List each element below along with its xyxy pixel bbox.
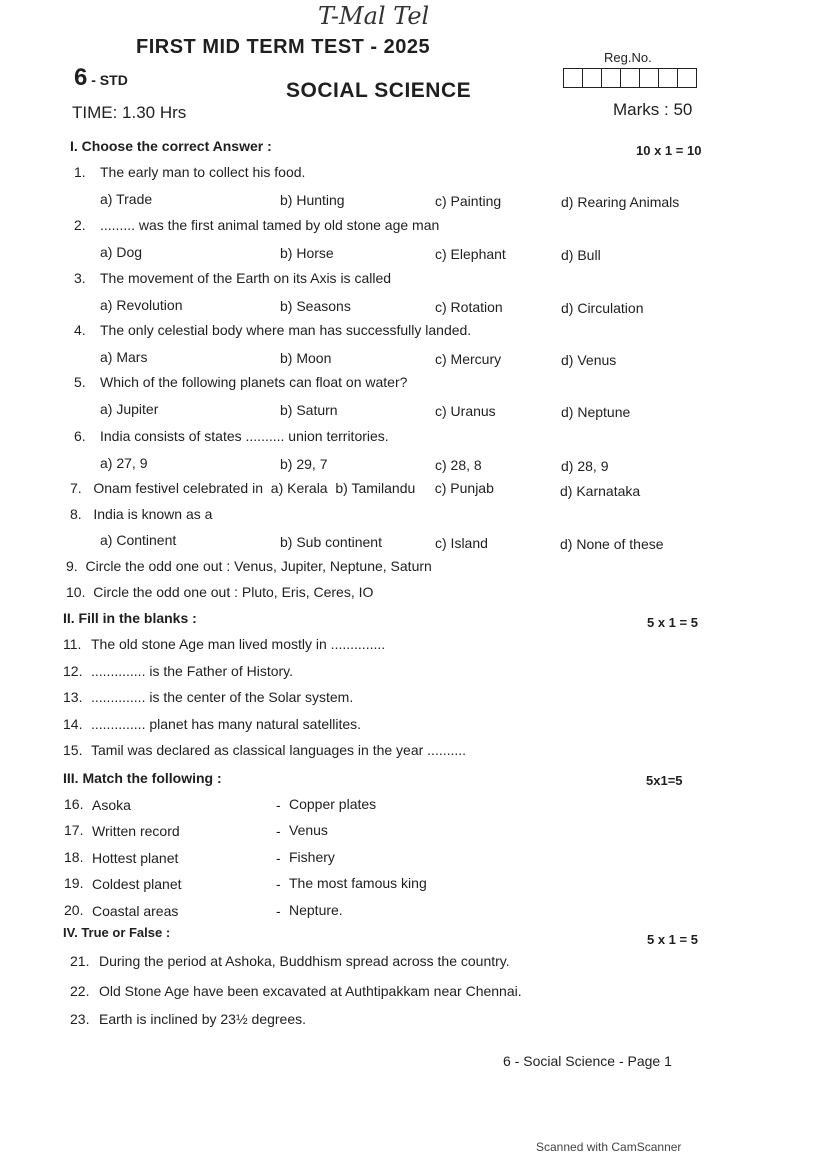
option-d: d) Bull — [561, 247, 601, 263]
match-right: The most famous king — [289, 875, 427, 891]
option-b: b) Saturn — [280, 402, 338, 418]
match-right: Fishery — [289, 849, 335, 865]
match-number: 17. — [64, 822, 84, 838]
section-3-heading: III. Match the following : — [63, 770, 222, 786]
blank-text: Tamil was declared as classical languages in the year .......... — [91, 742, 467, 758]
blank-number: 15. — [63, 742, 83, 758]
option-d: d) Neptune — [561, 404, 631, 420]
option-b: b) Horse — [280, 245, 334, 261]
section-1-marks: 10 x 1 = 10 — [636, 143, 702, 158]
match-number: 20. — [64, 902, 84, 918]
option-a: a) Dog — [100, 244, 143, 260]
q7-option-d: d) Karnataka — [560, 483, 641, 499]
match-right: Copper plates — [289, 796, 377, 812]
statement-text: Old Stone Age have been excavated at Authtipakkam near Chennai. — [99, 983, 522, 999]
q7-option-c: c) Punjab — [434, 480, 494, 496]
option-c: c) Rotation — [435, 299, 503, 315]
question-number: 3. — [74, 270, 86, 286]
match-left: Coastal areas — [92, 903, 179, 919]
handwritten-note: T-Mal Tel — [318, 2, 430, 30]
option-c: c) 28, 8 — [435, 457, 482, 473]
match-number: 19. — [64, 875, 84, 891]
question-text: The early man to collect his food. — [100, 164, 306, 180]
option-a: a) Revolution — [100, 297, 183, 313]
q7-number: 7. — [70, 480, 82, 496]
match-left: Coldest planet — [92, 876, 182, 892]
match-number: 16. — [64, 796, 84, 812]
q8-option-a: a) Continent — [100, 532, 177, 548]
scanner-watermark: Scanned with CamScanner — [536, 1140, 682, 1154]
question-10 — [66, 584, 373, 600]
question-text: Which of the following planets can float on water? — [100, 374, 408, 390]
option-c: c) Elephant — [435, 246, 506, 262]
q8-option-c: c) Island — [435, 535, 488, 551]
blank-number: 13. — [63, 689, 83, 705]
blank-text: The old stone Age man lived mostly in .............. — [91, 636, 386, 652]
match-dash: - — [276, 823, 281, 839]
match-dash: - — [276, 850, 281, 866]
exam-title: FIRST MID TERM TEST - 2025 — [136, 36, 431, 58]
q7-option-b: b) Tamilandu — [335, 480, 416, 496]
option-c: c) Uranus — [435, 403, 496, 419]
question-text: The movement of the Earth on its Axis is called — [100, 270, 392, 286]
question-text: The only celestial body where man has successfully landed. — [100, 322, 472, 338]
blank-number: 14. — [63, 716, 83, 732]
option-b: b) Hunting — [280, 192, 345, 208]
standard-suffix: - STD — [87, 72, 128, 88]
reg-no-boxes — [563, 68, 697, 88]
match-left: Hottest planet — [92, 850, 179, 866]
option-d: d) Venus — [561, 352, 617, 368]
question-number: 5. — [74, 374, 86, 390]
statement-number: 21. — [70, 953, 90, 969]
question-number: 2. — [74, 217, 86, 233]
option-a: a) Jupiter — [100, 401, 159, 417]
section-1-heading: I. Choose the correct Answer : — [70, 138, 272, 154]
option-a: a) Mars — [100, 349, 148, 365]
q10-text: Circle the odd one out : Pluto, Eris, Ceres, IO — [93, 584, 374, 600]
q8-text: India is known as a — [93, 506, 213, 522]
question-7 — [70, 480, 494, 496]
subject-title: SOCIAL SCIENCE — [286, 79, 472, 102]
option-d: d) 28, 9 — [561, 458, 609, 474]
option-d: d) Rearing Animals — [561, 194, 680, 210]
question-number: 4. — [74, 322, 86, 338]
section-3-marks: 5x1=5 — [646, 773, 683, 788]
page-footer: 6 - Social Science - Page 1 — [503, 1053, 672, 1069]
match-dash: - — [276, 903, 281, 919]
option-c: c) Painting — [435, 193, 502, 209]
q7-option-a: a) Kerala — [270, 480, 328, 496]
section-2-heading: II. Fill in the blanks : — [63, 610, 197, 626]
match-left: Written record — [92, 823, 180, 839]
question-9 — [66, 558, 432, 574]
match-right: Venus — [289, 822, 328, 838]
statement-number: 22. — [70, 983, 90, 999]
q9-text: Circle the odd one out : Venus, Jupiter, Neptune, Saturn — [85, 558, 432, 574]
question-number: 1. — [74, 164, 86, 180]
section-4-heading: IV. True or False : — [63, 925, 171, 940]
reg-no-label: Reg.No. — [604, 50, 652, 65]
statement-number: 23. — [70, 1011, 90, 1027]
statement-text: Earth is inclined by 23½ degrees. — [99, 1011, 307, 1027]
marks-label: Marks : 50 — [613, 100, 693, 119]
q8-number: 8. — [70, 506, 82, 522]
option-a: a) Trade — [100, 191, 153, 207]
option-b: b) Moon — [280, 350, 332, 366]
blank-number: 11. — [63, 636, 82, 652]
section-2-marks: 5 x 1 = 5 — [647, 615, 698, 630]
standard-number: 6 — [74, 64, 88, 91]
standard-label — [74, 64, 128, 92]
time-label: TIME: 1.30 Hrs — [72, 103, 187, 122]
match-right: Nepture. — [289, 902, 343, 918]
option-b: b) Seasons — [280, 298, 351, 314]
q7-text: Onam festivel celebrated in — [93, 480, 263, 496]
option-c: c) Mercury — [435, 351, 502, 367]
option-b: b) 29, 7 — [280, 456, 328, 472]
q8-option-d: d) None of these — [560, 536, 664, 552]
option-a: a) 27, 9 — [100, 455, 148, 471]
match-left: Asoka — [92, 797, 131, 813]
question-8 — [70, 506, 212, 522]
statement-text: During the period at Ashoka, Buddhism spread across the country. — [99, 953, 510, 969]
q8-option-b: b) Sub continent — [280, 534, 382, 550]
blank-text: .............. is the Father of History. — [91, 663, 294, 679]
question-number: 6. — [74, 428, 86, 444]
match-number: 18. — [64, 849, 84, 865]
option-d: d) Circulation — [561, 300, 644, 316]
question-text: ......... was the first animal tamed by old stone age man — [100, 217, 440, 233]
q10-number: 10. — [66, 584, 86, 600]
match-dash: - — [276, 876, 281, 892]
section-4-marks: 5 x 1 = 5 — [647, 932, 698, 947]
blank-number: 12. — [63, 663, 83, 679]
blank-text: .............. planet has many natural satellites. — [91, 716, 362, 732]
q9-number: 9. — [66, 558, 78, 574]
blank-text: .............. is the center of the Solar system. — [91, 689, 354, 705]
question-text: India consists of states .......... union territories. — [100, 428, 389, 444]
match-dash: - — [276, 797, 281, 813]
